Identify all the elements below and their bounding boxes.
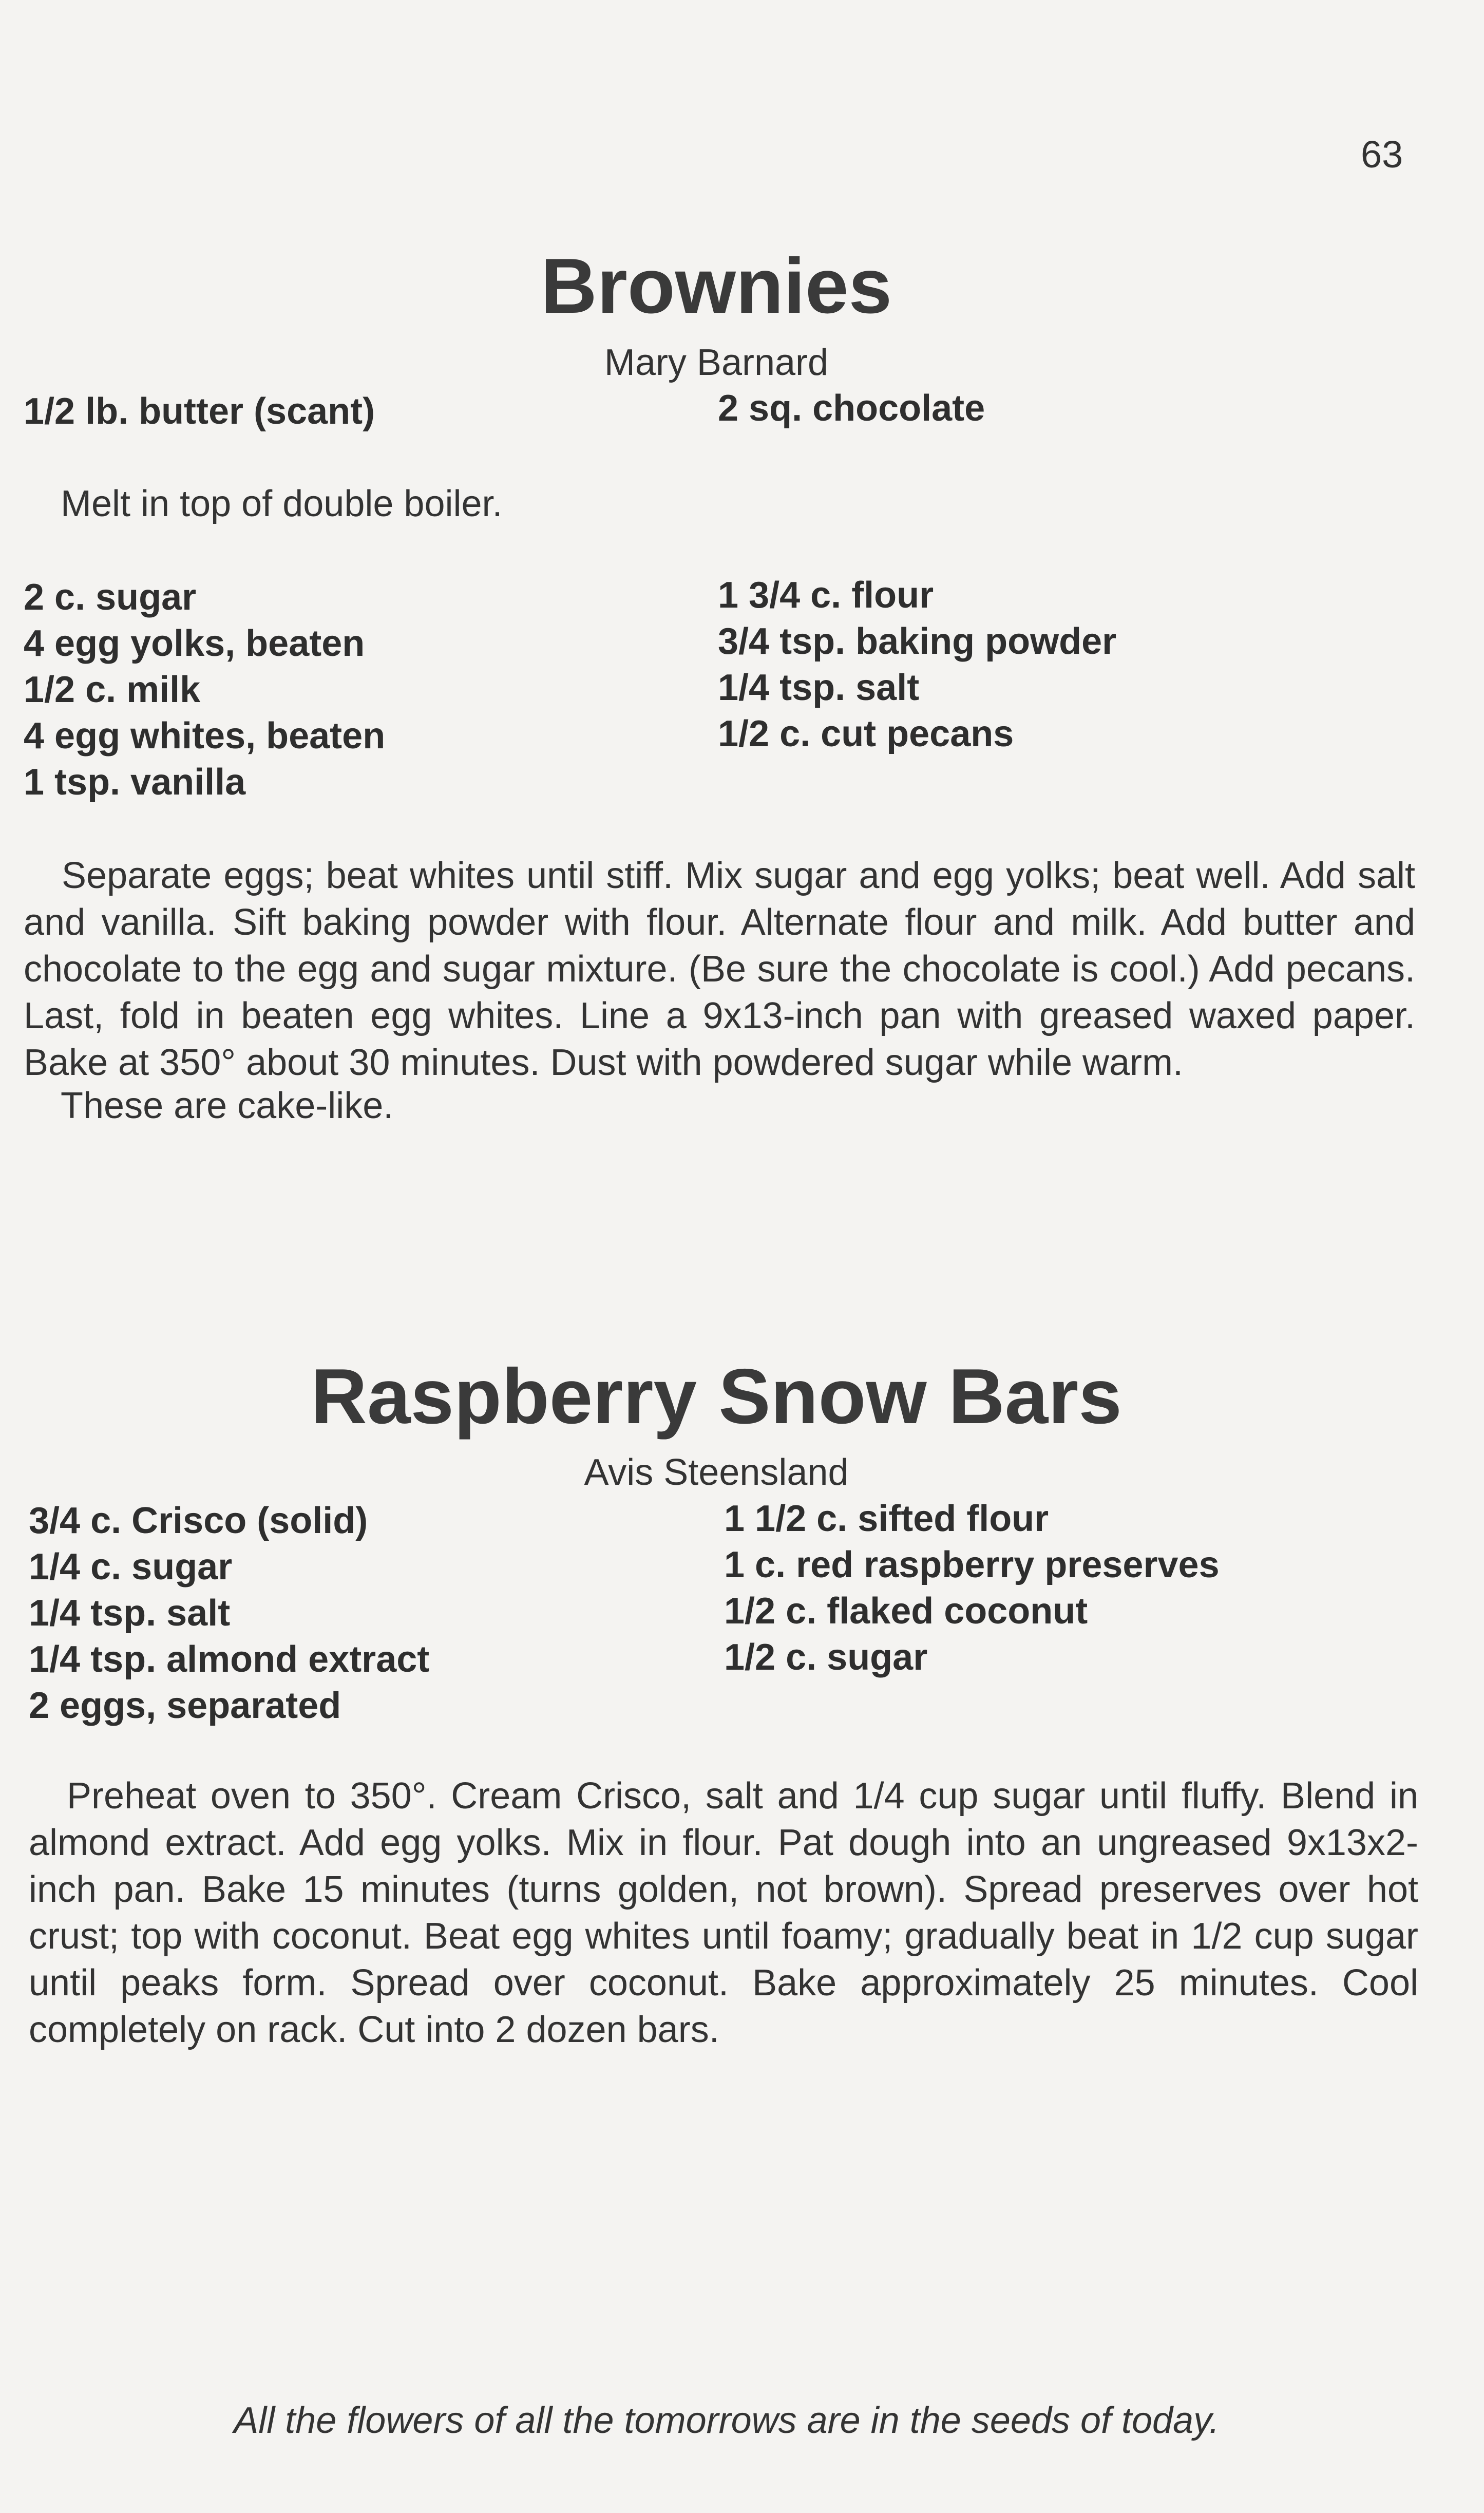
recipe-directions: [24, 853, 1415, 1086]
footer-quote: All the flowers of all the tomorrows are in the seeds of today.: [234, 2400, 1220, 2441]
ingredient-item: 1/2 c. sugar: [724, 1637, 928, 1678]
ingredient-item: 1/4 c. sugar: [29, 1546, 233, 1588]
ingredient-item: 3/4 c. Crisco (solid): [29, 1500, 368, 1541]
recipe-note: Melt in top of double boiler.: [61, 483, 503, 524]
ingredient-item: 1 3/4 c. flour: [718, 575, 934, 616]
ingredient-item: 4 egg whites, beaten: [24, 715, 386, 757]
ingredient-item: 1/2 c. cut pecans: [718, 713, 1014, 754]
ingredient-list-left: [29, 1498, 429, 1729]
ingredient-item: 1 c. red raspberry preserves: [724, 1544, 1220, 1585]
recipe-remark: These are cake-like.: [61, 1085, 394, 1126]
ingredient-item: 1/4 tsp. salt: [718, 667, 920, 708]
ingredient-item: 2 c. sugar: [24, 577, 197, 618]
page-number: 63: [1361, 133, 1403, 176]
recipe-author: Avis Steensland: [584, 1452, 849, 1493]
directions-text: Separate eggs; beat whites until stiff. Mix sugar and egg yolks; beat well. Add salt and vanilla. Sift baking powder with flour. Alternate flour and milk. Add butter and chocolate to the egg and sugar mixture. (Be sure the chocolate is cool.) Add pecans. Last, fold in beaten egg whites. Line a 9x13-inch pan with greased waxed paper. Bake at 350° about 30 minutes. Dust with powdered sugar while warm.: [24, 855, 1415, 1083]
ingredient-item: 3/4 tsp. baking powder: [718, 621, 1117, 662]
ingredient-item: 2 eggs, separated: [29, 1685, 341, 1726]
ingredient-item: 1/4 tsp. almond extract: [29, 1639, 430, 1680]
ingredient-list-right: [718, 572, 1116, 757]
recipe-title: Brownies: [540, 242, 892, 330]
directions-text: Preheat oven to 350°. Cream Crisco, salt and 1/4 cup sugar until fluffy. Blend in almond extract. Add egg yolks. Mix in flour. Pat dough into an ungreased 9x13x2-inch pan. Bake 15 minutes (turns golden, not brown). Spread preserves over hot crust; top with coconut. Beat egg whites until foamy; gradually beat in 1/2 cup sugar until peaks form. Spread over coconut. Bake approximately 25 minutes. Cool completely on rack. Cut into 2 dozen bars.: [29, 1775, 1418, 2050]
ingredient-item: 1/2 c. milk: [24, 669, 201, 710]
ingredient-item: 1/2 c. flaked coconut: [724, 1591, 1088, 1632]
recipe-author: Mary Barnard: [604, 342, 829, 383]
ingredient-list-right: [724, 1496, 1220, 1680]
ingredient-item: 1/4 tsp. salt: [29, 1593, 231, 1634]
recipe-title: Raspberry Snow Bars: [311, 1353, 1122, 1440]
ingredient-item: 1 tsp. vanilla: [24, 762, 246, 803]
ingredient-list-left: [24, 388, 375, 434]
ingredient-item: 1 1/2 c. sifted flour: [724, 1498, 1049, 1539]
recipe-directions: [29, 1773, 1418, 2053]
ingredient-item: 2 sq. chocolate: [718, 388, 985, 429]
ingredient-item: 1/2 lb. butter (scant): [24, 391, 375, 432]
ingredient-list-left: [24, 574, 385, 805]
ingredient-list-right: [718, 385, 985, 431]
ingredient-item: 4 egg yolks, beaten: [24, 623, 365, 664]
